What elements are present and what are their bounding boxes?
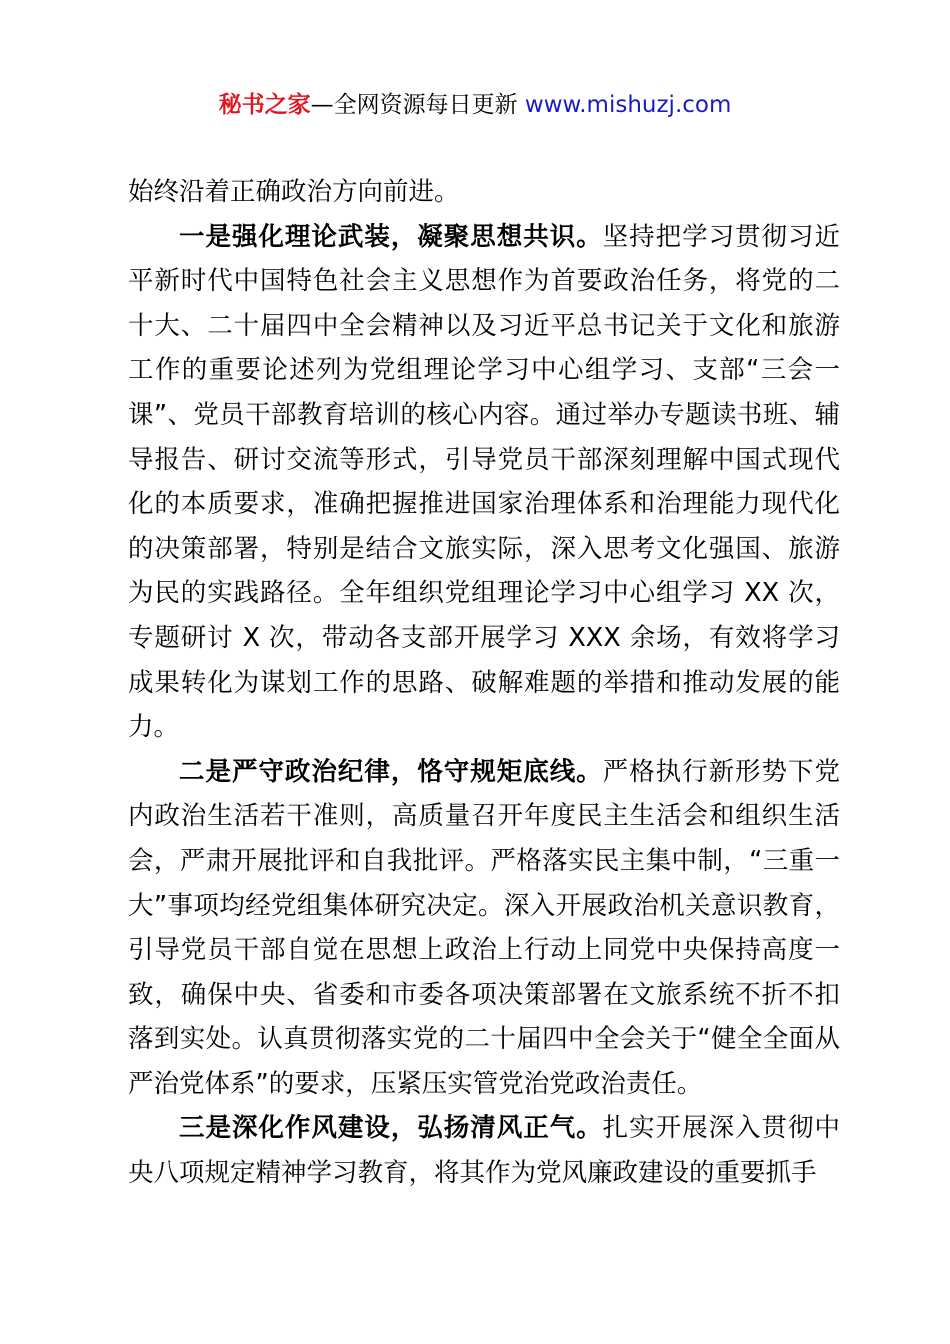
paragraph-3 <box>128 1106 840 1195</box>
paragraph-3-heading: 三是深化作风建设，弘扬清风正气。 <box>179 1113 603 1144</box>
document-body <box>128 170 840 1196</box>
paragraph-2-text: 严格执行新形势下党内政治生活若干准则，高质量召开年度民主生活会和组织生活会，严肃开展批评和自我批评。严格落实民主集中制，“三重一大”事项均经党组集体研究决定。深入开展政治机关意识教育，引导党员干部自觉在思想上政治上行动上同党中央保持高度一致，确保中央、省委和市委各项决策部署在文旅系统不折不扣落到实处。认真贯彻落实党的二十届四中全会关于“健全全面从严治党体系”的要求，压紧压实管党治党政治责任。 <box>128 756 840 1099</box>
paragraph-2-heading: 二是严守政治纪律，恪守规矩底线。 <box>179 756 603 787</box>
paragraph-1-text: 坚持把学习贯彻习近平新时代中国特色社会主义思想作为首要政治任务，将党的二十大、二十届四中全会精神以及习近平总书记关于文化和旅游工作的重要论述列为党组理论学习中心组学习、支部“三会一课”、党员干部教育培训的核心内容。通过举办专题读书班、辅导报告、研讨交流等形式，引导党员干部深刻理解中国式现代化的本质要求，准确把握推进国家治理体系和治理能力现代化的决策部署，特别是结合文旅实际，深入思考文化强国、旅游为民的实践路径。全年组织党组理论学习中心组学习 XX 次，专题研讨 X 次，带动各支部开展学习 XXX 余场，有效将学习成果转化为谋划工作的思路、破解难题的举措和推动发展的能力。 <box>128 221 840 743</box>
continuation-text: 始终沿着正确政治方向前进。 <box>128 177 460 207</box>
paragraph-3-text: 扎实开展深入贯彻中央八项规定精神学习教育，将其作为党风廉政建设的重要抓手 <box>128 1113 840 1189</box>
site-url-link[interactable]: www.mishuzj.com <box>524 92 732 118</box>
paragraph-1-heading: 一是强化理论武装，凝聚思想共识。 <box>179 221 603 252</box>
paragraph-2 <box>128 750 840 1107</box>
site-slogan: —全网资源每日更新 <box>310 92 525 118</box>
site-brand: 秘书之家 <box>218 92 311 118</box>
site-header <box>0 88 950 122</box>
paragraph-1 <box>128 215 840 750</box>
